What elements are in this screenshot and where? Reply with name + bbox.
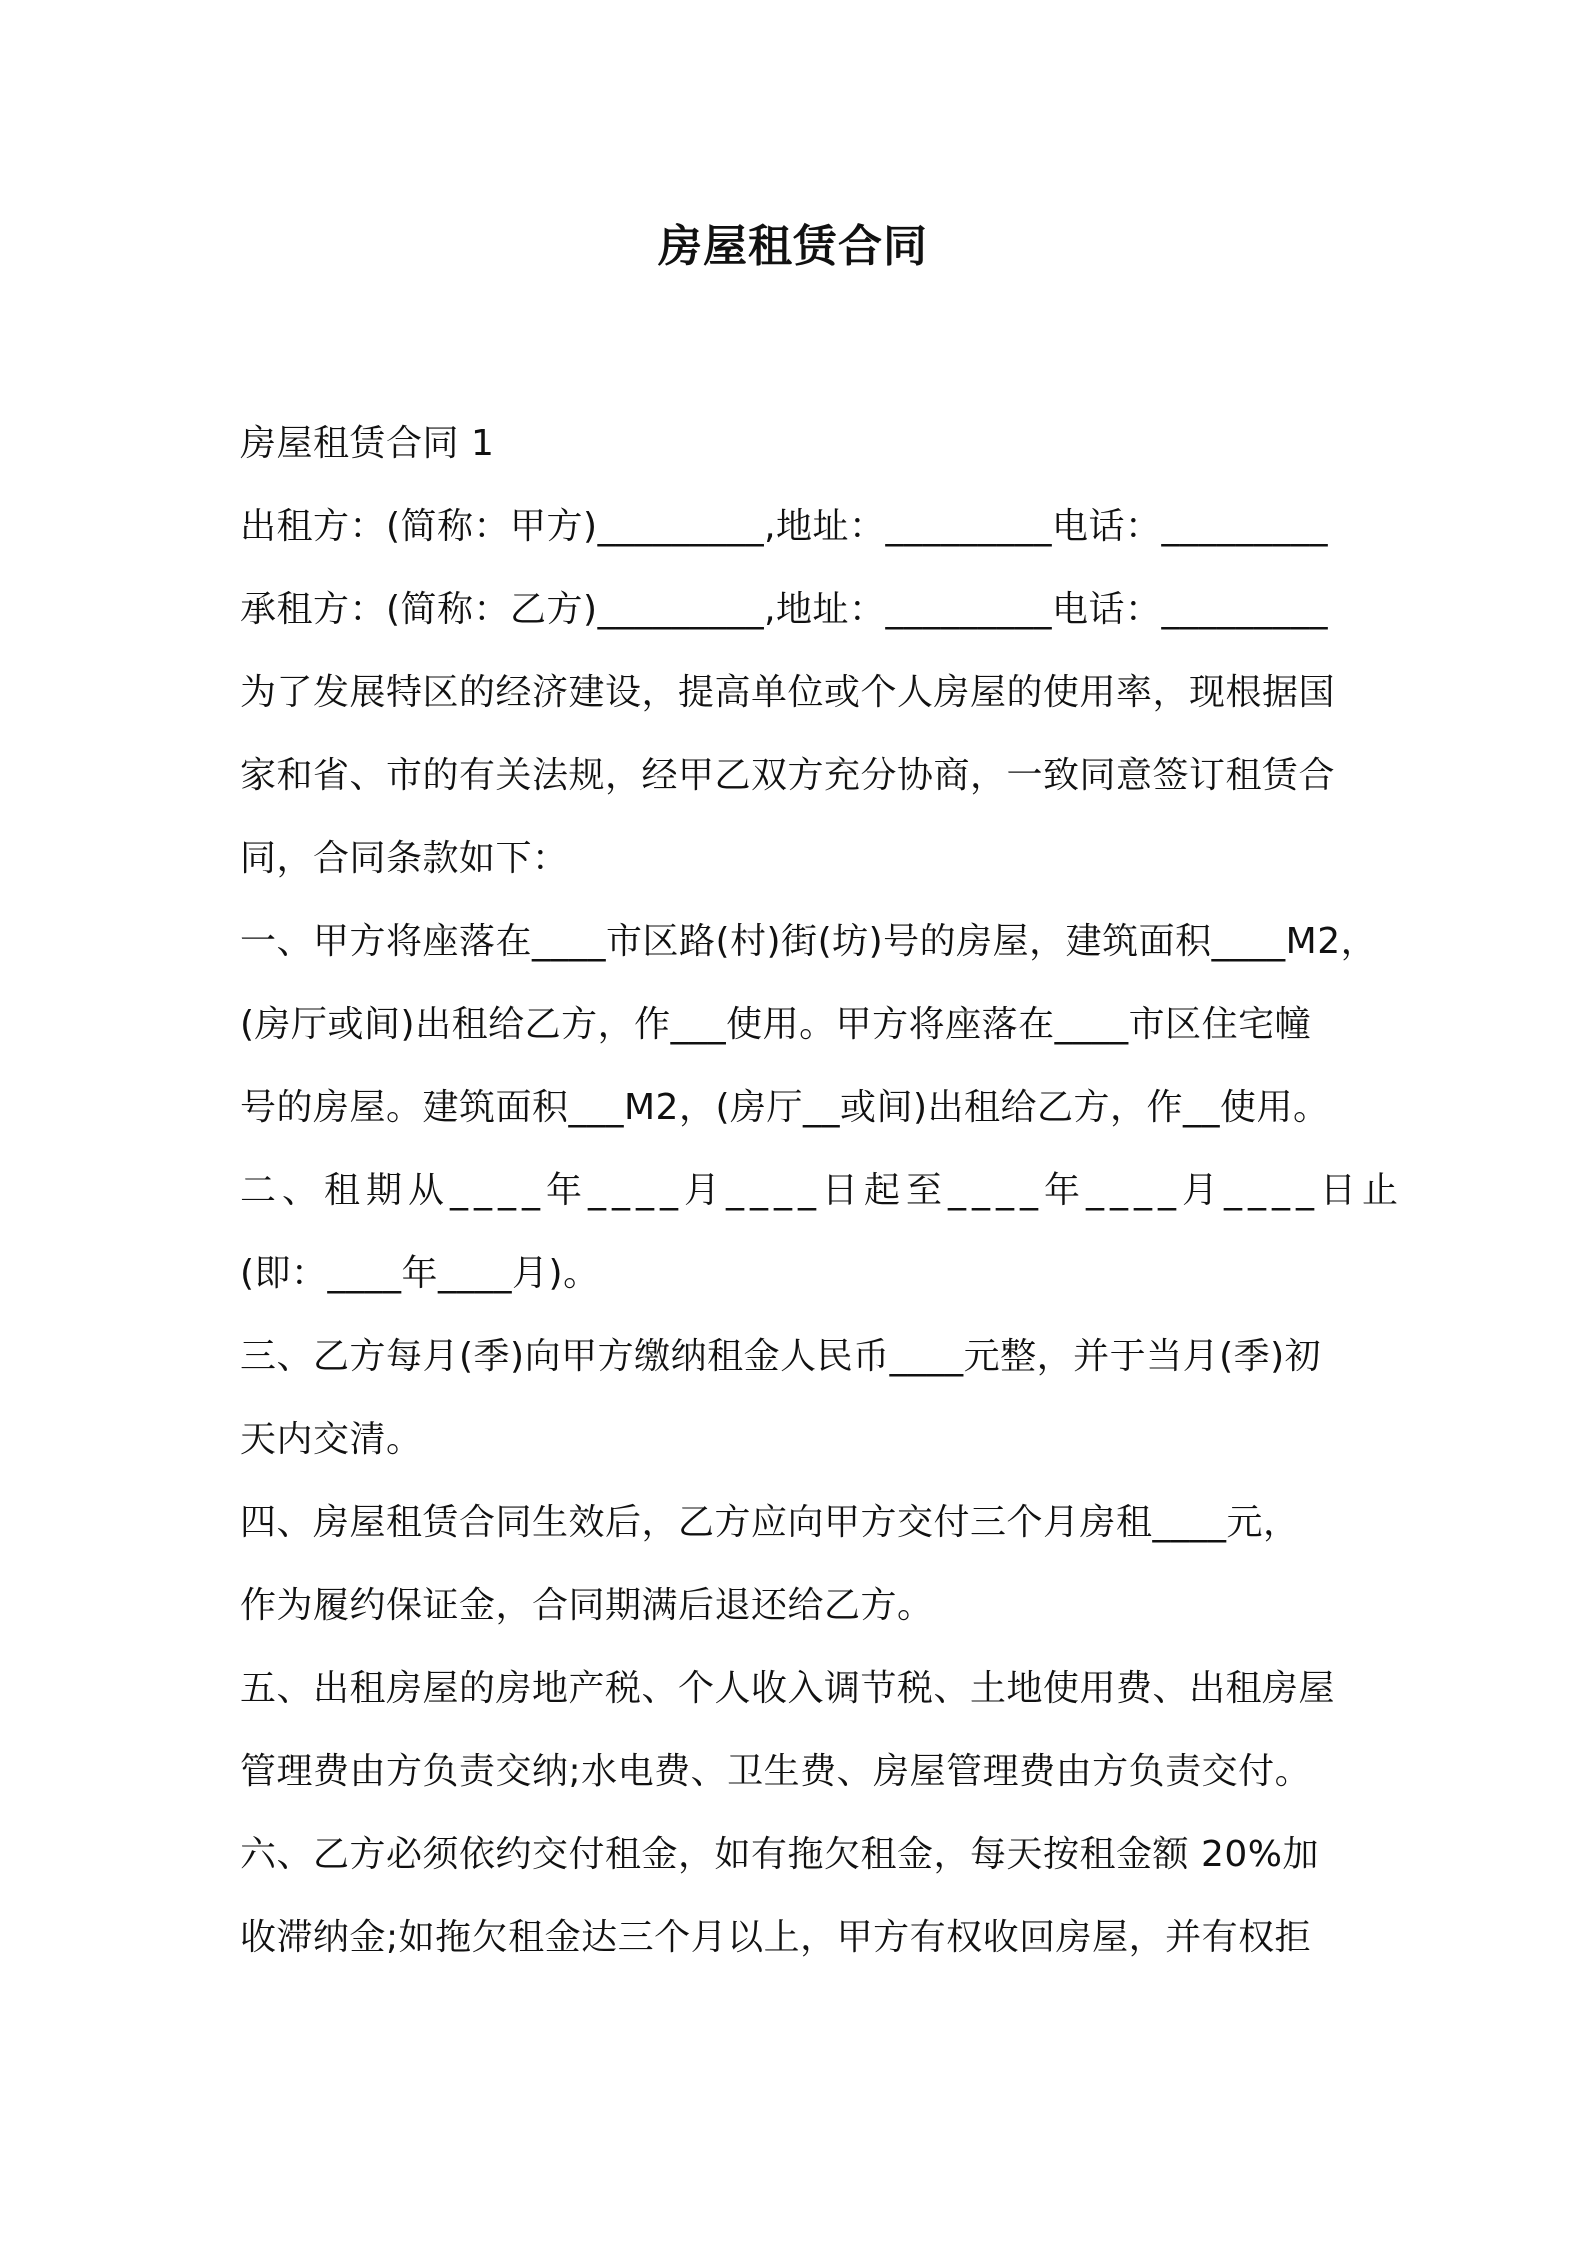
lessee-line: 承租方：(简称：乙方)_________,地址：_________电话：_________ [240,589,1329,630]
clause-5-line: 管理费由方负责交纳;水电费、卫生费、房屋管理费由方负责交付。 [240,1751,1312,1792]
clause-4-line: 作为履约保证金，合同期满后退还给乙方。 [240,1585,934,1626]
clause-1-line: 号的房屋。建筑面积___M2，(房厅__或间)出租给乙方，作__使用。 [240,1087,1330,1128]
document-title: 房屋租赁合同 [658,221,928,272]
clause-6-line: 六、乙方必须依约交付租金，如有拖欠租金，每天按租金额 20%加 [240,1834,1319,1875]
clause-4-line: 四、房屋租赁合同生效后，乙方应向甲方交付三个月房租____元， [240,1502,1300,1543]
clause-2-line: (即：____年____月)。 [240,1253,600,1294]
paragraph-line: 同，合同条款如下： [240,838,569,879]
clause-2-line: 二、租期从____年____月____日起至____年____月____日止 [240,1170,1405,1211]
clause-5-line: 五、出租房屋的房地产税、个人收入调节税、土地使用费、出租房屋 [240,1668,1336,1709]
clause-1-line: 一、甲方将座落在____市区路(村)街(坊)号的房屋，建筑面积____M2， [240,921,1378,962]
clause-1-line: (房厅或间)出租给乙方，作___使用。甲方将座落在____市区住宅幢 [240,1004,1312,1045]
section-heading: 房屋租赁合同 1 [240,423,495,464]
clause-3-line: 天内交清。 [240,1419,423,1460]
paragraph-line: 为了发展特区的经济建设，提高单位或个人房屋的使用率，现根据国 [240,672,1336,713]
clause-6-line: 收滞纳金;如拖欠租金达三个月以上，甲方有权收回房屋，并有权拒 [240,1917,1312,1958]
document-body [240,402,1405,1979]
paragraph-line: 家和省、市的有关法规，经甲乙双方充分协商，一致同意签订租赁合 [240,755,1336,796]
lessor-line: 出租方：(简称：甲方)_________,地址：_________电话：_________ [240,506,1329,547]
clause-3-line: 三、乙方每月(季)向甲方缴纳租金人民币____元整，并于当月(季)初 [240,1336,1322,1377]
